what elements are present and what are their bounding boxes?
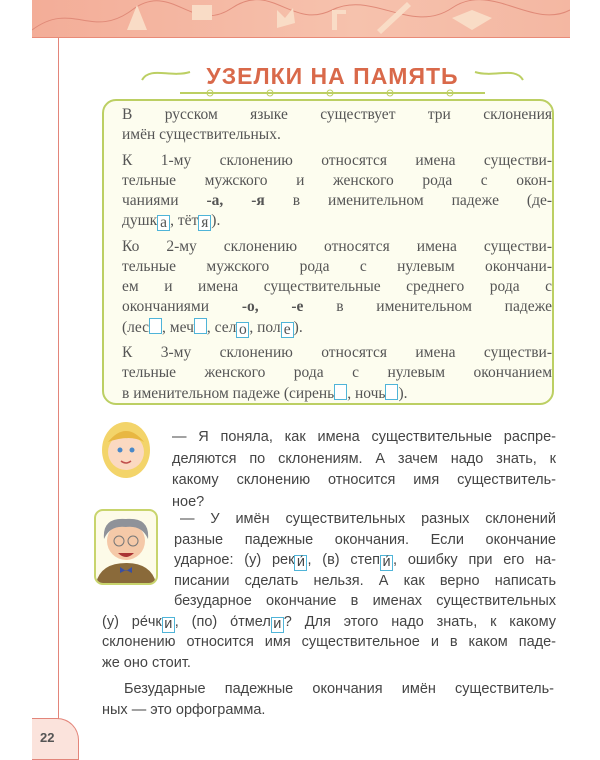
text-segment: К 1-му склонению относятся имена существи- [122,152,552,169]
text-segment: В русском языке существует три склонения [122,106,552,123]
memo-line [122,106,552,124]
grandpa-line [174,592,556,610]
text-segment: Безударные падежные окончания имён существитель- [124,681,554,697]
text-segment: писании сделать нельзя. А как верно написать [174,572,556,589]
ending-box: е [281,322,294,338]
text-segment: ). [211,212,221,229]
bold-ending: -а, -я [206,192,265,209]
text-segment: , ошибку при его на- [393,552,557,568]
grandpa-line [102,613,556,631]
section-title-banner [140,58,525,98]
ending-box: о [236,322,249,338]
girl-line [172,471,556,489]
text-segment: , меч [162,319,194,336]
section-title: УЗЕЛКИ НА ПАМЯТЬ [206,63,459,89]
girl-line [172,450,556,468]
memo-line [122,152,552,170]
page-number: 22 [40,730,55,745]
text-segment: же оно стоит. [102,654,191,671]
ending-box [385,384,398,400]
grandpa-line [174,531,556,549]
text-segment: — Я поняла, как имена существительные распре- [172,429,556,445]
text-segment: ? Для этого надо знать, к какому [283,613,556,630]
memo-line [122,172,552,190]
ending-box [334,384,347,400]
memo-line [122,258,552,276]
ending-box: я [198,215,211,231]
text-segment: , (по) о́тмел [174,613,271,630]
memo-line [122,384,408,402]
text-segment: в именительном падеже [303,298,553,315]
memo-line [122,364,552,382]
memo-line [122,212,220,230]
text-segment: имён существительных. [122,126,281,143]
grandpa-avatar [94,509,158,585]
text-segment: безударное окончание в именах существительных [174,593,556,609]
margin-line [58,38,59,720]
memo-line [122,278,552,296]
rule-line [124,680,554,698]
memo-line [122,318,303,336]
grandpa-line [102,633,556,651]
text-segment: ное? [172,493,205,510]
text-segment: (у) ре́чк [102,613,162,630]
text-segment: душк [122,212,158,229]
text-segment: склонению относится имя существительное и в каком паде- [102,634,556,650]
rule-line [102,701,265,719]
grandpa-line [180,510,556,528]
ending-box [194,318,207,334]
memo-line [122,126,281,144]
grandpa-line [102,654,191,672]
ending-box: и́ [294,555,307,571]
text-segment: тельные мужского и женского рода с окон- [122,172,552,189]
text-segment: ем и имена существительные среднего рода с [122,278,552,295]
text-segment: , тёт [170,212,199,229]
text-segment: тельные женского рода с нулевым окончанием [122,364,552,381]
text-segment: , пол [249,319,281,336]
text-segment: разные падежные окончания. Если окончание [174,531,556,548]
memo-line [122,298,552,316]
grandpa-line [174,572,556,590]
girl-avatar [100,420,152,482]
text-segment: ударное: (у) рек [174,552,295,568]
school-items-pattern-icon [32,0,570,37]
text-segment: ). [293,319,303,336]
ending-box: и [162,617,175,633]
decorative-header-band [32,0,570,38]
text-segment: (лес [122,319,150,336]
grandpa-line [174,551,556,569]
text-segment: , (в) степ [307,552,381,568]
memo-line [122,192,552,210]
memo-line [122,344,552,362]
text-segment: , ночь [347,385,386,402]
ending-box: и́ [380,555,393,571]
text-segment: какому склонению относится имя существитель- [172,472,556,488]
text-segment: чаниями [122,192,207,209]
text-segment: , сел [206,319,237,336]
ending-box: а [157,215,170,231]
text-segment: в именительном падеже (сирень [122,385,335,402]
girl-line [172,493,204,511]
text-segment: деляются по склонениям. А зачем надо знать, к [172,450,556,467]
text-segment: К 3-му склонению относятся имена существи- [122,344,552,361]
text-segment: ных — это орфограмма. [102,702,266,718]
girl-line [172,428,556,446]
ending-box [149,318,162,334]
text-segment: окончаниями [122,298,242,315]
text-segment: Ко 2-му склонению относятся имена существи- [122,238,552,255]
text-segment: тельные мужского рода с нулевым окончани- [122,258,552,275]
text-segment: ). [398,385,408,402]
text-segment: в именительном падеже (де- [264,192,553,209]
memo-line [122,238,552,256]
text-segment: — У имён существительных разных склонений [180,511,556,527]
bold-ending: -о, -е [241,298,304,315]
ending-box: и [271,617,284,633]
